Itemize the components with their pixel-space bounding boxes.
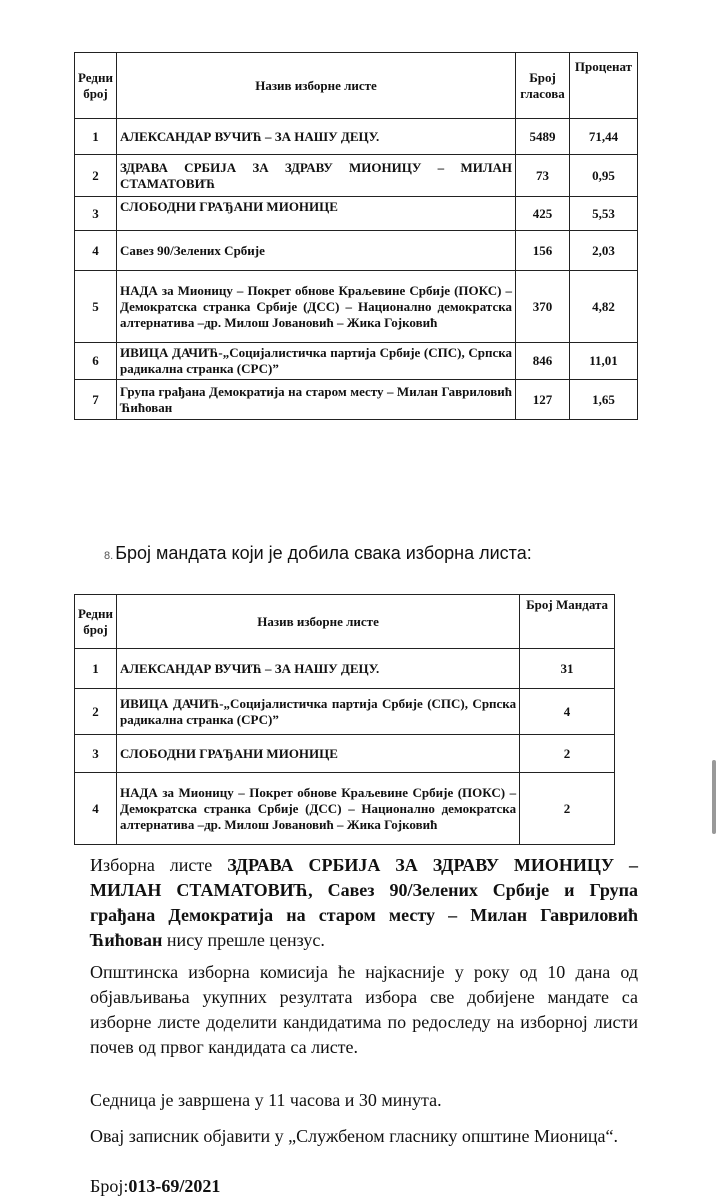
- col-header-mandates: Број Мандата: [520, 595, 615, 649]
- row-num: 4: [75, 231, 117, 271]
- row-num: 1: [75, 119, 117, 155]
- commission-paragraph: Општинска изборна комисија ће најкасније у року од 10 дана од објављивања укупних резултата избора све добијене мандате са изборне листе доделити кандидатима по редоследу на изборној листи почев од првог кандидата са листе.: [90, 962, 638, 1057]
- table-row: [75, 735, 615, 773]
- votes-value: 370: [516, 271, 570, 343]
- percent-value: 5,53: [570, 197, 638, 231]
- table-row: [75, 231, 638, 271]
- col-header-percent: Проценат: [570, 53, 638, 119]
- table-row: [75, 197, 638, 231]
- list-name: ЗДРАВА СРБИЈА ЗА ЗДРАВУ МИОНИЦУ – МИЛАН СТАМАТОВИЋ: [116, 155, 515, 197]
- mandates-value: 4: [520, 689, 615, 735]
- list-name: НАДА за Мионицу – Покрет обнове Краљевине Србије (ПОКС) – Демократска странка Србије (ДСС) – Национално демократска алтернатива –др. Милош Јовановић – Жика Гојковић: [116, 271, 515, 343]
- census-lists: ЗДРАВА СРБИЈА ЗА ЗДРАВУ МИОНИЦУ – МИЛАН СТАМАТОВИЋ, Савез 90/Зелених Србије и Група грађана Демократија на старом месту – Милан Гавриловић Ћићован: [90, 855, 638, 950]
- percent-value: 11,01: [570, 343, 638, 380]
- col-header-num: Редни број: [75, 53, 117, 119]
- census-suffix: нису прешле цензус.: [166, 930, 325, 950]
- row-num: 2: [75, 689, 117, 735]
- list-name: СЛОБОДНИ ГРАЂАНИ МИОНИЦЕ: [116, 735, 519, 773]
- votes-table: [74, 52, 638, 420]
- row-num: 7: [75, 380, 117, 420]
- census-paragraph: [90, 853, 638, 953]
- scrollbar[interactable]: [712, 760, 716, 834]
- list-name: НАДА за Мионицу – Покрет обнове Краљевине Србије (ПОКС) – Демократска странка Србије (ДСС) – Национално демократска алтернатива –др. Милош Јовановић – Жика Гојковић: [116, 773, 519, 845]
- list-name: ИВИЦА ДАЧИЋ-„Социјалистичка партија Србије (СПС), Српска радикална странка (СРС)”: [116, 689, 519, 735]
- publish-paragraph: Овај записник објавити у „Службеном гласнику општине Мионица“.: [90, 1126, 619, 1146]
- list-name: ИВИЦА ДАЧИЋ-„Социјалистичка партија Србије (СПС), Српска радикална странка (СРС)”: [116, 343, 515, 380]
- votes-value: 127: [516, 380, 570, 420]
- votes-value: 73: [516, 155, 570, 197]
- table-row: [75, 649, 615, 689]
- percent-value: 71,44: [570, 119, 638, 155]
- list-name: Група грађана Демократија на старом месту – Милан Гавриловић Ћићован: [116, 380, 515, 420]
- table-row: [75, 380, 638, 420]
- mandates-value: 31: [520, 649, 615, 689]
- mandates-table: [74, 594, 615, 845]
- percent-value: 0,95: [570, 155, 638, 197]
- table-row: [75, 343, 638, 380]
- table-row: [75, 689, 615, 735]
- census-prefix: Изборна листе: [90, 855, 213, 875]
- votes-value: 156: [516, 231, 570, 271]
- table-row: [75, 271, 638, 343]
- row-num: 3: [75, 735, 117, 773]
- number-value: 013-69/2021: [128, 1176, 221, 1196]
- row-num: 1: [75, 649, 117, 689]
- mandates-value: 2: [520, 773, 615, 845]
- row-num: 3: [75, 197, 117, 231]
- table-row: [75, 773, 615, 845]
- percent-value: 2,03: [570, 231, 638, 271]
- row-num: 5: [75, 271, 117, 343]
- row-num: 2: [75, 155, 117, 197]
- document-number: [90, 1174, 638, 1199]
- section-8-heading: [104, 543, 532, 564]
- votes-value: 425: [516, 197, 570, 231]
- table-header-row: [75, 595, 615, 649]
- percent-value: 1,65: [570, 380, 638, 420]
- row-num: 6: [75, 343, 117, 380]
- number-label: Број:: [90, 1176, 129, 1196]
- row-num: 4: [75, 773, 117, 845]
- col-header-num: Редни број: [75, 595, 117, 649]
- table-header-row: [75, 53, 638, 119]
- table-row: [75, 155, 638, 197]
- session-end-paragraph: Седница је завршена у 11 часова и 30 минута.: [90, 1090, 442, 1110]
- list-name: АЛЕКСАНДАР ВУЧИЋ – ЗА НАШУ ДЕЦУ.: [116, 649, 519, 689]
- col-header-votes: Број гласова: [516, 53, 570, 119]
- percent-value: 4,82: [570, 271, 638, 343]
- section-number: 8.: [104, 550, 114, 562]
- votes-value: 5489: [516, 119, 570, 155]
- list-name: СЛОБОДНИ ГРАЂАНИ МИОНИЦЕ: [116, 197, 515, 231]
- section-title: Број мандата који је добила свака изборна листа:: [115, 543, 532, 563]
- col-header-name: Назив изборне листе: [116, 595, 519, 649]
- list-name: АЛЕКСАНДАР ВУЧИЋ – ЗА НАШУ ДЕЦУ.: [116, 119, 515, 155]
- mandates-value: 2: [520, 735, 615, 773]
- list-name: Савез 90/Зелених Србије: [116, 231, 515, 271]
- votes-value: 846: [516, 343, 570, 380]
- table-row: [75, 119, 638, 155]
- col-header-name: Назив изборне листе: [116, 53, 515, 119]
